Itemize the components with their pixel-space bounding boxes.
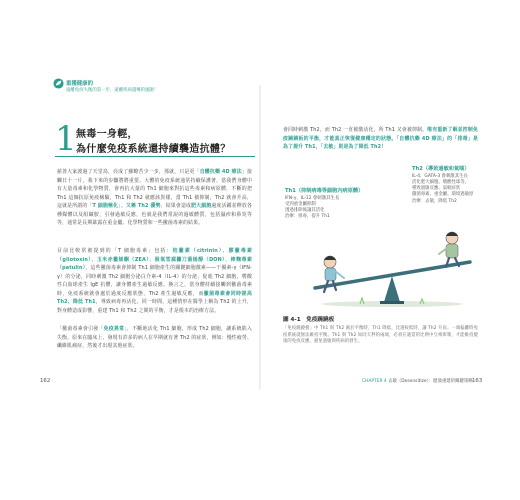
- body-text: 目前比較常被提到的「T 細胞毒素」包括：: [57, 248, 173, 254]
- th2-line: 治療：去敏，降低 Th2: [412, 198, 457, 204]
- th1-line: IFN-γ、IL-12 會刺激其生長: [285, 195, 340, 201]
- body-text: 會同時刺激 Th2，而 Th2 一直被激活化，所 Th1 又會被抑制。: [283, 127, 428, 133]
- seesaw-fulcrum-icon: [380, 276, 404, 304]
- th1-line: 受到重金屬抑制: [285, 201, 316, 207]
- highlighted-text: T 細胞極化: [92, 203, 119, 210]
- body-text: ，這些黴菌毒素會抑制 Th1 細胞產生的關鍵細胞激素——干擾素-γ（IFN-γ）的分泌，同時刺激 Th2 細胞分泌白介素-4（IL-4）的分泌，促進 Th2 細胞、嗜酸性白血球產生 IgE 抗體，讓身體產生過敏反應。換言之，當身體持續接觸到黴菌毒素時，免疫系統就會處於過度反應狀態，Th2 產生過敏反應，而: [57, 265, 252, 297]
- highlighted-text: 免疫異常: [103, 326, 125, 332]
- th2-title: Th2（導致過敏和氣喘）: [412, 166, 470, 172]
- right-intro-paragraph: [283, 126, 478, 152]
- page-number-left: 162: [40, 378, 51, 384]
- child-right-icon: [439, 232, 459, 267]
- header-subtitle: 遠離免疫失衡的第一步，遠離疾病遺傳的風險！: [66, 88, 159, 93]
- th2-line: 黴菌毒素、重金屬、環境過敏原: [412, 192, 474, 198]
- figure-description: 「免疫蹺蹺板」中 Th1 與 Th2 處於平衡時，Th1 降低，比過較低時，讓 Th2 升高；一端偏離時免疫系統就無法維持平衡。Th1 與 Th2 如同天秤的兩端，必須在適當的比例中互相牽制，才能維持健康的免疫反應，避免過敏與疾病的發生。: [283, 326, 478, 345]
- body-text: 慢性疲勞、纖維肌痛症: [57, 334, 252, 350]
- body-text: 過度活躍並釋放各種媒體以及組織胺，引發過敏反應，也就是我們常說的過敏體質，包括濕疹和鼻炎等等，通常是長期暴露在重金屬、化學物質和一些黴菌毒素的結果。: [57, 203, 252, 227]
- section-heading-line-2: 為什麼免疫系統還持續襲造抗體？: [76, 144, 231, 155]
- highlighted-text: 桔黴素（citrinin）: [172, 248, 223, 254]
- running-footer: [362, 378, 473, 384]
- th1-title: Th1（抑制病毒等細胞內病原體）: [285, 188, 364, 194]
- body-text: 」。: [118, 203, 126, 210]
- body-text: 、: [91, 256, 97, 263]
- body-text: ，然後才出現其他症狀。: [82, 343, 138, 350]
- chapter-title: 去敏（Desensitize）：健康重建的關鍵策略: [388, 379, 473, 384]
- section-number: 1: [55, 119, 77, 159]
- body-text: 、: [149, 256, 155, 263]
- th1-line: 透過排除後讓其活化: [285, 208, 325, 214]
- heading-divider: [55, 156, 255, 157]
- body-paragraph-3: [57, 325, 252, 351]
- leaf-logo-icon: [53, 78, 64, 89]
- body-paragraph-1: [57, 168, 252, 228]
- body-text: 」接觸日十一片，我下來的步驟將將重要。大體的免疫系統通常持續保護著，當我們身體中有大量毒素和化學物質，會再抗大量的 Th1 細胞來對抗這些毒素和病原體，不斷的把 Th1 這個抗原免疫檢驗，Th1 和 Th2 就應該異樣，當 Th1 被抑制，Th2 就會升高，這就是所謂的「: [57, 169, 252, 210]
- figure-caption: 圖 4-1 免疫蹺蹺板: [283, 317, 335, 323]
- body-text: 慈善大家渡過了天堂鳥，亮成了蘇瞭苦少一步，那就，只是更「: [57, 169, 200, 175]
- highlighted-text: 肥大細胞: [191, 203, 212, 210]
- body-text: 、: [222, 248, 229, 254]
- highlighted-text: 膠黴毒素（gliotoxin）: [57, 248, 252, 263]
- page-number-right: 163: [472, 378, 483, 384]
- th2-line: 活化肥大細胞、嗜酸性球等，: [412, 179, 470, 185]
- highlighted-text: 棒麴毒素（patulin）: [57, 256, 253, 272]
- body-text: 「黴菌毒素會引發「: [57, 326, 104, 332]
- body-text: ，結果會造成: [160, 203, 192, 210]
- body-text: 、: [225, 256, 231, 263]
- header-title: 重獲健康的: [66, 81, 93, 87]
- th2-line: 導致過敏反應、氣喘症狀: [412, 186, 461, 192]
- section-heading-line-1: 無毒一身輕，: [76, 129, 138, 140]
- highlighted-text: 又稱 Th2 優勢: [125, 203, 161, 210]
- seesaw-illustration: [300, 200, 485, 310]
- page-gutter: [259, 85, 261, 390]
- body-text: ，導致病毒再活化。同一時間，這種情形在醫學上稱為 Th2 的上升，對身體造成影響，重建 Th1 和 Th2 之間的平衡，才是根本的治療方法。: [57, 299, 252, 314]
- highlighted-text: 自體抗藥 4D 療法: [199, 169, 242, 175]
- chapter-label: CHAPTER 4: [362, 379, 387, 384]
- highlighted-text: 黴菌毒素會同時提高 Th2、降低 Th1: [57, 290, 252, 306]
- child-left-icon: [324, 256, 344, 292]
- highlighted-text: 唯有重新了解並控制免疫蹺蹺板的平衡，才能真正恢復健康穩定的狀態。「自體抗藥 4D 療法」的「排毒」是為了提升 Th1，「去敏」則是為了降低 Th2！: [283, 127, 478, 150]
- highlighted-text: 玉米赤黴烯酮（ZEA）: [96, 256, 150, 263]
- body-text: 」，不斷地活化 Th1 細胞，形成 Th2 細胞，讓系統陷入失衡。原來在臨床上，發現有許多的病人在早期就有著 Th2 的症狀，例如：: [57, 326, 252, 341]
- body-paragraph-2: [57, 247, 252, 315]
- th2-line: IL-4、GATA-3 會刺激其生長: [412, 173, 468, 179]
- th1-line: 治療：排毒，提升 Th1: [285, 214, 330, 220]
- highlighted-text: 脫氧雪腐鐮刀菌烯醇（DON）: [154, 256, 226, 263]
